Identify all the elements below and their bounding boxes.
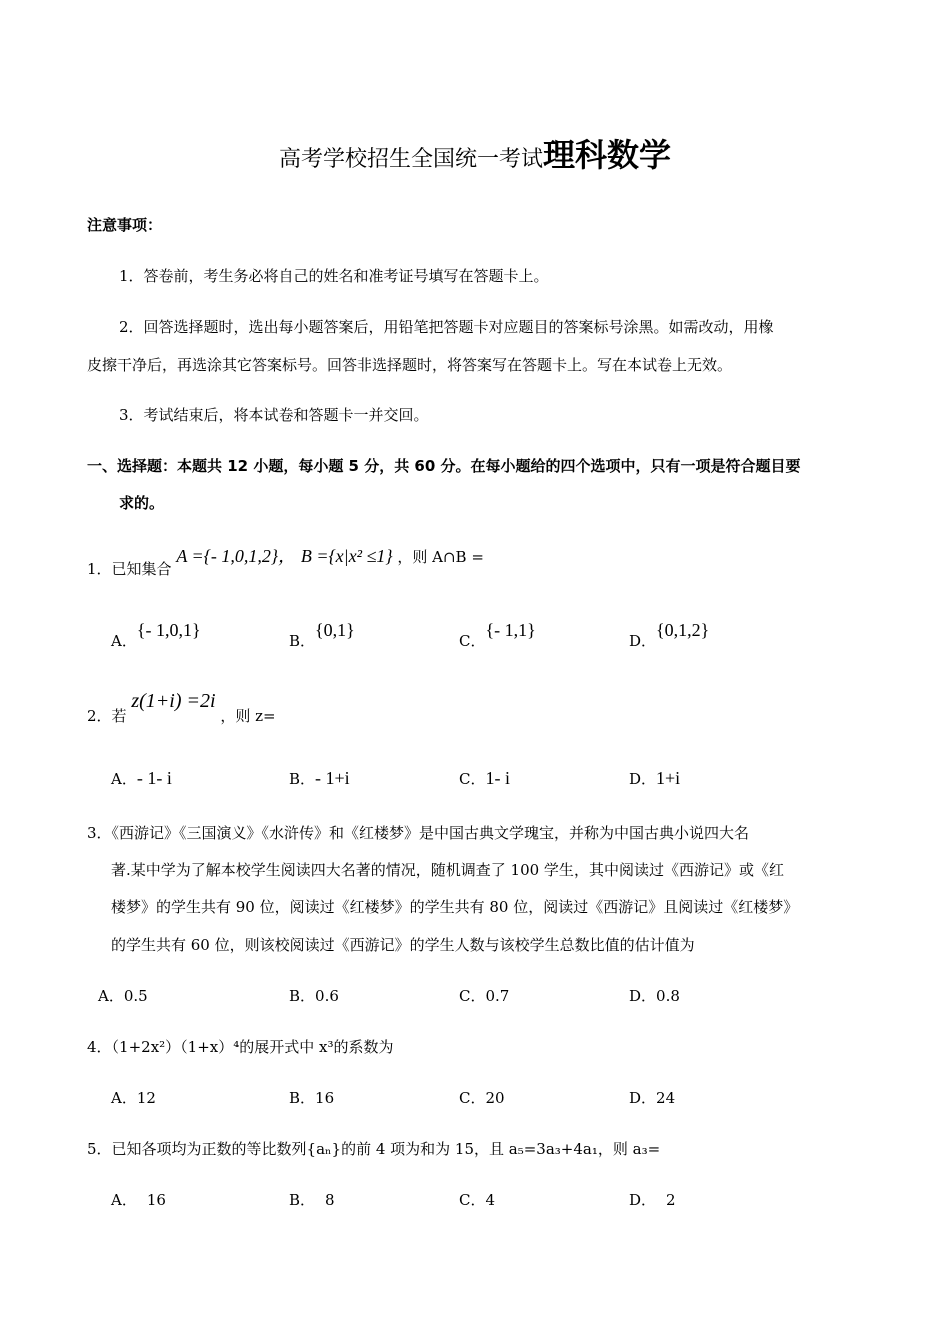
question-2 [87, 690, 276, 725]
q2-option-a [111, 768, 172, 789]
q2-option-c [459, 768, 510, 789]
q1-suffix: ，则 A∩B = [397, 548, 484, 566]
q1-set-a: A ={- 1,0,1,2}， [176, 546, 297, 566]
option-label: C． [459, 1191, 486, 1209]
option-label: A． [98, 987, 124, 1005]
q4-option-b [289, 1087, 334, 1108]
option-label: A． [111, 1191, 137, 1209]
option-label: C． [459, 987, 486, 1005]
q5-option-a [111, 1189, 166, 1210]
notice-item-2a: 2．回答选择题时，选出每小题答案后，用铅笔把答题卡对应题目的答案标号涂黑。如需改动，用橡 [119, 318, 774, 336]
q3-line-3: 楼梦》的学生共有 90 位，阅读过《红楼梦》的学生共有 80 位，阅读过《西游记》且阅读过《红楼梦》 [111, 898, 799, 916]
q3-line-1: 3．《西游记》《三国演义》《水浒传》和《红楼梦》是中国古典文学瑰宝，并称为中国古典小说四大名 [87, 824, 750, 842]
notice-item-1: 1．答卷前，考生务必将自己的姓名和准考证号填写在答题卡上。 [119, 267, 549, 285]
q3-line-2: 著.某中学为了解本校学生阅读四大名著的情况，随机调查了 100 学生，其中阅读过《西游记》或《红 [111, 861, 784, 879]
q4-option-c [459, 1087, 505, 1108]
q1-option-b [289, 620, 355, 650]
page-title [0, 130, 950, 176]
q2-option-d [629, 768, 680, 789]
option-value: - 1- i [136, 768, 172, 788]
q4-option-a [111, 1087, 156, 1108]
q3-option-a [98, 985, 148, 1006]
option-value: 16 [146, 1191, 166, 1209]
q5-option-b [289, 1189, 335, 1210]
q3-line-4: 的学生共有 60 位，则该校阅读过《西游记》的学生人数与该校学生总数比值的估计值为 [111, 936, 695, 954]
option-label: D． [629, 632, 657, 650]
q5-option-d [629, 1189, 676, 1210]
option-value: {- 1,0,1} [136, 620, 201, 640]
option-value: 16 [315, 1089, 335, 1107]
option-value: 8 [325, 1191, 335, 1209]
option-label: D． [629, 1089, 657, 1107]
question-5: 5．已知各项均为正数的等比数列{aₙ}的前 4 项为和为 15，且 a₅=3a₃+4a₁，则 a₃= [87, 1140, 661, 1158]
q3-option-b [289, 985, 339, 1006]
q2-suffix: ，则 z= [220, 707, 276, 725]
option-value: 4 [485, 1191, 496, 1209]
option-value: 0.7 [485, 987, 510, 1005]
section-1-line-2: 求的。 [119, 494, 165, 512]
option-value: 0.6 [315, 987, 339, 1005]
q4-option-d [629, 1087, 675, 1108]
q1-option-c [459, 620, 536, 650]
option-label: D． [629, 770, 657, 788]
q2-prefix: 2．若 [87, 707, 127, 725]
option-value: 20 [485, 1089, 505, 1107]
q1-option-a [111, 620, 201, 650]
q1-option-d [629, 620, 710, 650]
question-1 [87, 542, 484, 578]
notice-item-3: 3．考试结束后，将本试卷和答题卡一并交回。 [119, 406, 429, 424]
option-label: B． [289, 770, 316, 788]
option-value: 2 [666, 1191, 676, 1209]
q1-prefix: 1．已知集合 [87, 560, 172, 578]
option-label: A． [111, 770, 137, 788]
question-4: 4．（1+2x²）（1+x）⁴的展开式中 x³的系数为 [87, 1038, 394, 1056]
q2-expr: z(1+i) =2i [131, 690, 216, 712]
option-value: 1+i [656, 768, 681, 788]
option-value: {- 1,1} [485, 620, 536, 640]
option-label: C． [459, 770, 486, 788]
option-label: A． [111, 1089, 137, 1107]
notice-item-2b: 皮擦干净后，再选涂其它答案标号。回答非选择题时，将答案写在答题卡上。写在本试卷上无效。 [87, 356, 733, 374]
option-label: A． [111, 632, 137, 650]
option-value: 0.8 [656, 987, 680, 1005]
q3-option-c [459, 985, 509, 1006]
q3-option-d [629, 985, 680, 1006]
option-label: B． [289, 632, 316, 650]
option-value: 12 [136, 1089, 156, 1107]
option-label: B． [289, 987, 316, 1005]
option-value: {0,1} [315, 620, 355, 640]
option-label: D． [629, 987, 657, 1005]
option-label: B． [289, 1089, 316, 1107]
q5-option-c [459, 1189, 495, 1210]
title-main: 高考学校招生全国统一考试 [278, 147, 543, 172]
title-subject: 理科数学 [543, 136, 672, 174]
option-value: - 1+i [315, 768, 350, 788]
notice-heading: 注意事项： [87, 216, 163, 234]
option-label: C． [459, 1089, 486, 1107]
q2-option-b [289, 768, 350, 789]
section-1-line-1: 一、选择题：本题共 12 小题，每小题 5 分，共 60 分。在每小题给的四个选项中，只有一项是符合题目要 [87, 457, 801, 475]
option-label: B． [289, 1191, 316, 1209]
option-label: C． [459, 632, 486, 650]
q1-set-b: B ={x|x² ≤1} [300, 546, 393, 566]
option-value: 0.5 [123, 987, 148, 1005]
option-value: 1- i [485, 768, 510, 788]
option-value: 24 [656, 1089, 676, 1107]
option-label: D． [629, 1191, 657, 1209]
option-value: {0,1,2} [656, 620, 710, 640]
